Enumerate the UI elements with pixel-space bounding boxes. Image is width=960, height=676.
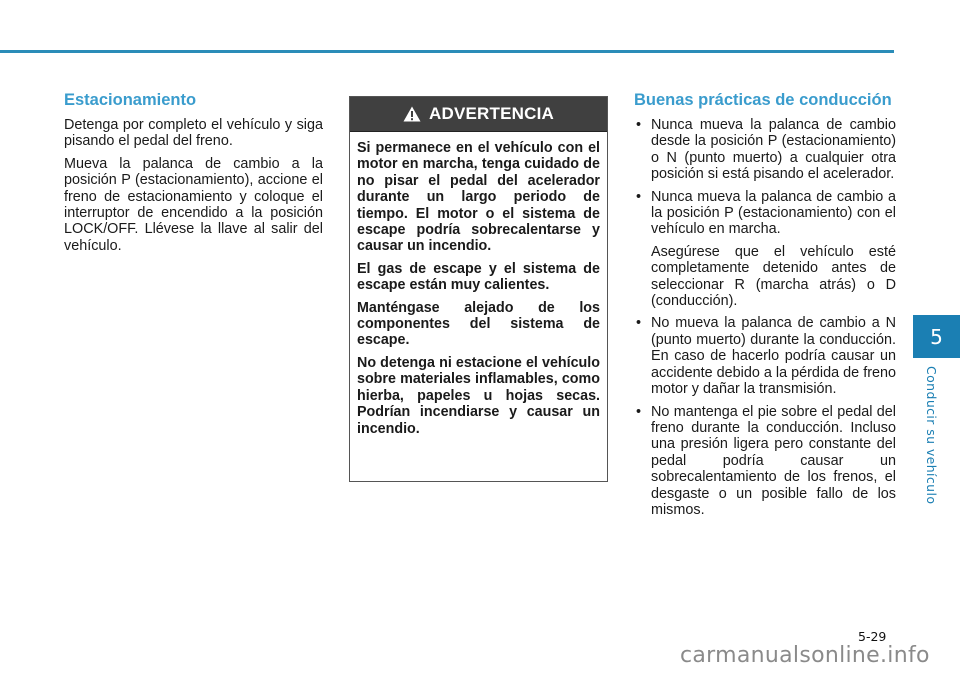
driving-practices-section <box>634 92 896 524</box>
list-item-text: Nunca mueva la palanca de cambio desde la posición P (estacionamiento) o N (punto muerto) a cualquier otra posición si está pisando el acelerador. <box>651 117 896 183</box>
paragraph: Detenga por completo el vehículo y siga pisando el pedal del freno. <box>64 117 323 150</box>
list-item-text: Nunca mueva la palanca de cambio a la posición P (estacionamiento) con el vehículo en marcha. <box>651 188 896 238</box>
list-item <box>634 404 896 519</box>
chapter-label: Conducir su vehículo <box>924 366 939 505</box>
bullet-icon: • <box>636 403 642 420</box>
warning-body <box>350 132 607 437</box>
warning-triangle-icon <box>403 106 421 122</box>
warning-section <box>349 96 610 482</box>
warning-paragraph: El gas de escape y el sistema de escape están muy calientes. <box>357 260 600 294</box>
section-title-driving-practices: Buenas prácticas de conducción <box>634 91 892 109</box>
warning-title: ADVERTENCIA <box>429 104 554 123</box>
header-rule <box>0 50 894 53</box>
list-item-text: Asegúrese que el vehículo esté completamente detenido antes de seleccionar R (marcha atrás) o D (conducción). <box>651 243 896 310</box>
warning-header <box>350 97 607 132</box>
section-title-parking: Estacionamiento <box>64 91 197 109</box>
bullet-icon: • <box>636 188 642 205</box>
warning-paragraph: Si permanece en el vehículo con el motor en marcha, tenga cuidado de no pisar el pedal del acelerador durante un largo periodo de tiempo. El motor o el sistema de escape podría sobrecalentarse y causar un incendio. <box>357 140 600 255</box>
parking-section <box>64 92 323 260</box>
bullet-icon: • <box>636 315 642 332</box>
list-item <box>634 189 896 310</box>
list-item <box>634 315 896 397</box>
list-item-text: No mueva la palanca de cambio a N (punto muerto) durante la conducción. En caso de hacerlo podría causar un accidente debido a la pérdida de freno motor y dañar la transmisión. <box>651 315 896 398</box>
bullet-icon: • <box>636 117 642 133</box>
list-item <box>634 117 896 183</box>
bullet-list <box>634 117 896 518</box>
page-number: 5-29 <box>858 629 887 644</box>
chapter-tab: 5 <box>913 315 960 358</box>
warning-paragraph: No detenga ni estacione el vehículo sobre materiales inflamables, como hierba, papeles u hojas secas. Podrían incendiarse y causar un incendio. <box>357 354 600 437</box>
paragraph: Mueva la palanca de cambio a la posición P (estacionamiento), accione el freno de estacionamiento y coloque el interruptor de encendido a la posición LOCK/OFF. Llévese la llave al salir del vehículo. <box>64 155 323 254</box>
warning-paragraph: Manténgase alejado de los componentes del sistema de escape. <box>357 299 600 349</box>
watermark: carmanualsonline.info <box>680 643 930 668</box>
warning-box <box>349 96 608 482</box>
list-item-text: No mantenga el pie sobre el pedal del freno durante la conducción. Incluso una presión ligera pero constante del pedal podría causar un sobrecalentamiento de los frenos, el desgaste o un posible fallo de los mismos. <box>651 403 896 518</box>
